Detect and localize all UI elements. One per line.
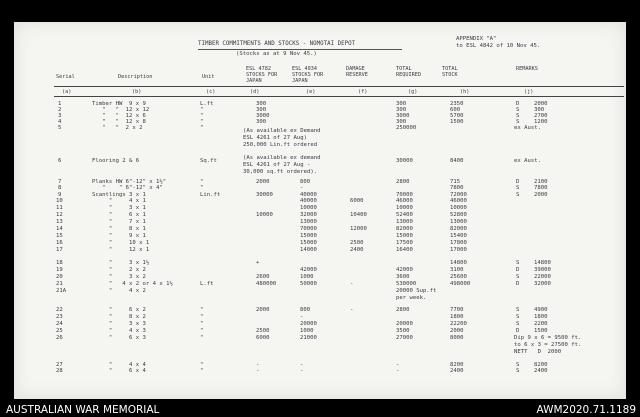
cell-unit: " (200, 179, 204, 185)
cell-description: " 10 x 1 (92, 240, 150, 246)
cell-remark-code: D (516, 281, 520, 287)
cell-total-required: - (396, 368, 400, 374)
cell-esl4782: 300 (256, 101, 267, 107)
cell-total-stock: 14800 (450, 260, 467, 266)
cell-total-stock: 13000 (450, 219, 467, 225)
cell-remark: 39000 (534, 267, 551, 273)
cell-total-stock: 46000 (450, 198, 467, 204)
appendix-label: APPENDIX "A" (456, 36, 497, 42)
cell-remark-code: D (516, 179, 520, 185)
cell-total-stock: 25600 (450, 274, 467, 280)
cell-total-required: 82000 (396, 226, 413, 232)
cell-total-stock: 7800 (450, 185, 464, 191)
col-stock-line1: TOTAL (442, 66, 458, 72)
cell-esl4934: 1000 (300, 274, 314, 280)
letter-rule (54, 96, 624, 97)
col-letter: (g) (408, 89, 418, 95)
cell-esl4782: 3000 (256, 113, 270, 119)
cell-esl4782: 30000 (256, 192, 273, 198)
cell-description: " 4 x 3 (92, 328, 146, 334)
cell-remark: 1200 (534, 119, 548, 125)
cell-total-stock: 10000 (450, 205, 467, 211)
col-letter: (c) (206, 89, 216, 95)
cell-total-required: - (396, 362, 400, 368)
col-letter: (j) (524, 89, 534, 95)
cell-description: Planks HW 6"-12" x 1½" (92, 179, 167, 185)
cell-description: " 4 x 1 (92, 198, 146, 204)
cell-esl4934: 42000 (300, 267, 317, 273)
cell-total-required: 15000 (396, 233, 413, 239)
cell-total-stock: 15400 (450, 233, 467, 239)
cell-total-stock: 17800 (450, 240, 467, 246)
cell-total-stock: 2350 (450, 101, 464, 107)
cell-esl4782: 6000 (256, 335, 270, 341)
cell-esl4934: 14000 (300, 247, 317, 253)
cell-esl4934: 32000 (300, 212, 317, 218)
cell-remark: 8200 (534, 362, 548, 368)
cell-esl4934: 20000 (300, 321, 317, 327)
col-letter: (f) (358, 89, 368, 95)
col-letter: (b) (132, 89, 142, 95)
col-esl4782-line2: STOCKS FOR (246, 72, 278, 78)
document-subtitle: (Stocks as at 9 Nov 45.) (236, 51, 317, 57)
cell-remark: Dip 9 x 6 = 9500 ft. (514, 335, 582, 341)
cell-serial: 18 (56, 260, 63, 266)
cell-remark-code: S (516, 107, 520, 113)
cell-remark: 2000 (534, 192, 548, 198)
cell-description: Timber HW 9 x 9 (92, 101, 146, 107)
cell-remark: NETT D 2000 (514, 349, 562, 355)
cell-remark-code: S (516, 119, 520, 125)
cell-description: " " 6"-12" x 4" (92, 185, 163, 191)
cell-esl4782: 300 (256, 119, 267, 125)
note-serial-6: (As available ex demand ESL 4261 of 27 Aug - 30,000 sq.ft ordered). (243, 155, 321, 175)
cell-serial: 8 (58, 185, 62, 191)
cell-serial: 9 (58, 192, 62, 198)
cell-remark-code: S (516, 314, 520, 320)
cell-esl4782: 2500 (256, 328, 270, 334)
cell-remark: 300 (534, 107, 545, 113)
cell-total-required: 3500 (396, 328, 410, 334)
cell-remark: 2100 (534, 179, 548, 185)
cell-esl4934: 1000 (300, 328, 314, 334)
cell-esl4782: - (256, 362, 260, 368)
cell-serial: 12 (56, 212, 63, 218)
cell-description: " 6 x 4 (92, 368, 146, 374)
col-damage-line2: RESERVE (346, 72, 368, 78)
cell-unit: " (200, 113, 204, 119)
cell-esl4782: 2600 (256, 274, 270, 280)
cell-total-required: per week. (396, 295, 427, 301)
cell-unit: L.ft (200, 101, 214, 107)
cell-unit: " (200, 328, 204, 334)
cell-esl4934: 15000 (300, 240, 317, 246)
col-letter: (d) (250, 89, 260, 95)
cell-esl4934: 40000 (300, 198, 317, 204)
cell-remark: 2200 (534, 321, 548, 327)
cell-remark-code: S (516, 274, 520, 280)
cell-total-stock: 8000 (450, 335, 464, 341)
col-esl4782-line3: JAPAN (246, 78, 262, 84)
col-required-line1: TOTAL (396, 66, 412, 72)
cell-remark-code: S (516, 260, 520, 266)
cell-remark: to 6 x 3 = 27500 ft. (514, 342, 582, 348)
cell-remark-code: S (516, 192, 520, 198)
cell-remark: ex Aust. (514, 125, 541, 131)
cell-esl4782: 480000 (256, 281, 277, 287)
cell-remark-code: S (516, 307, 520, 313)
cell-esl4934: 50000 (300, 281, 317, 287)
cell-description: " 4 x 4 (92, 362, 146, 368)
cell-serial: 6 (58, 158, 62, 164)
cell-description: " " 12 x 12 (92, 107, 150, 113)
cell-description: " 6 x 1 (92, 212, 146, 218)
cell-serial: 23 (56, 314, 63, 320)
cell-total-required: 300 (396, 107, 407, 113)
cell-remark-code: D (516, 328, 520, 334)
cell-description: " 7 x 1 (92, 219, 146, 225)
cell-serial: 21 (56, 281, 63, 287)
cell-unit: " (200, 119, 204, 125)
cell-unit: Sq.ft (200, 158, 217, 164)
cell-esl4934: - (300, 362, 304, 368)
col-esl4934-line1: ESL 4934 (292, 66, 317, 72)
cell-remark: 4900 (534, 307, 548, 313)
cell-esl4934: - (300, 185, 304, 191)
cell-remark-code: D (516, 267, 520, 273)
cell-serial: 5 (58, 125, 62, 131)
cell-total-required: 20000 Sup.ft (396, 288, 437, 294)
cell-total-stock: 1800 (450, 314, 464, 320)
cell-description: " 8 x 2 (92, 314, 146, 320)
cell-remark: 1800 (534, 314, 548, 320)
cell-esl4934: - (300, 314, 304, 320)
cell-esl4782: 2000 (256, 179, 270, 185)
cell-total-stock: 498000 (450, 281, 471, 287)
cell-total-required: 30000 (396, 158, 413, 164)
cell-remark: 22000 (534, 274, 551, 280)
cell-description: " 3 x 1 (92, 205, 146, 211)
title-underline (198, 49, 402, 50)
cell-total-required: 2800 (396, 179, 410, 185)
document-title: TIMBER COMMITMENTS AND STOCKS - NOMOTAI DEPOT (198, 41, 356, 47)
cell-remark-code: S (516, 113, 520, 119)
cell-unit: " (200, 107, 204, 113)
cell-remark-code: S (516, 321, 520, 327)
cell-remark: 1500 (534, 328, 548, 334)
cell-description: " 8 x 1 (92, 226, 146, 232)
cell-unit: L.ft (200, 281, 214, 287)
cell-remark: 14800 (534, 260, 551, 266)
document-page (14, 22, 626, 399)
cell-damage-reserve: 12000 (350, 226, 367, 232)
cell-remark: 2700 (534, 113, 548, 119)
cell-remark: 2000 (534, 101, 548, 107)
footer-institution: AUSTRALIAN WAR MEMORIAL (6, 404, 160, 416)
cell-total-stock: 2400 (450, 368, 464, 374)
cell-total-stock: 22200 (450, 321, 467, 327)
cell-damage-reserve: 2500 (350, 240, 364, 246)
cell-serial: 1 (58, 101, 62, 107)
cell-unit: Lin.ft (200, 192, 221, 198)
col-required-line2: REQUIRED (396, 72, 421, 78)
cell-unit: " (200, 368, 204, 374)
col-esl4934-line3: JAPAN (292, 78, 308, 84)
note-serial-5: (As available ex Demand ESL 4261 of 27 Aug) 250,000 Lin.ft ordered (243, 128, 321, 148)
cell-esl4934: 800 (300, 307, 311, 313)
cell-damage-reserve: - (350, 281, 354, 287)
cell-serial: 4 (58, 119, 62, 125)
cell-esl4782: 2000 (256, 307, 270, 313)
cell-serial: 16 (56, 240, 63, 246)
cell-total-required: 17500 (396, 240, 413, 246)
cell-total-stock: 7700 (450, 307, 464, 313)
cell-total-stock: 52800 (450, 212, 467, 218)
col-letter: (h) (460, 89, 470, 95)
cell-serial: 27 (56, 362, 63, 368)
cell-description: " " 12 x 8 (92, 119, 146, 125)
cell-esl4934: 70000 (300, 226, 317, 232)
header-rule (54, 86, 624, 87)
cell-total-stock: 715 (450, 179, 461, 185)
cell-unit: " (200, 314, 204, 320)
cell-total-stock: 72000 (450, 192, 467, 198)
cell-unit: " (200, 307, 204, 313)
cell-total-stock: 17000 (450, 247, 467, 253)
cell-unit: " (200, 335, 204, 341)
cell-total-stock: 3100 (450, 267, 464, 273)
cell-remark: 2400 (534, 368, 548, 374)
cell-description: " 3 x 3 (92, 321, 146, 327)
cell-esl4934: 21000 (300, 335, 317, 341)
cell-esl4934: 800 (300, 179, 311, 185)
cell-total-stock: 8200 (450, 362, 464, 368)
cell-total-required: 3600 (396, 274, 410, 280)
cell-total-required: 52400 (396, 212, 413, 218)
appendix-reference: to ESL 4842 of 10 Nov 45. (456, 43, 541, 49)
cell-description: Scantlings 3 x 1 (92, 192, 146, 198)
cell-total-required: 13000 (396, 219, 413, 225)
cell-serial: 11 (56, 205, 63, 211)
cell-total-stock: 5700 (450, 113, 464, 119)
cell-total-required: 42000 (396, 267, 413, 273)
cell-esl4782: 10000 (256, 212, 273, 218)
cell-description: " " 2 x 2 (92, 125, 143, 131)
cell-remark-code: S (516, 362, 520, 368)
archive-footer (0, 401, 640, 417)
cell-total-stock: 8400 (450, 158, 464, 164)
cell-total-required: 46000 (396, 198, 413, 204)
cell-description: " 4 x 2 (92, 288, 146, 294)
cell-serial: 13 (56, 219, 63, 225)
cell-description: " 12 x 1 (92, 247, 150, 253)
cell-serial: 19 (56, 267, 63, 273)
cell-description: " " 12 x 6 (92, 113, 146, 119)
cell-total-stock: 2000 (450, 328, 464, 334)
cell-total-required: 300 (396, 119, 407, 125)
cell-serial: 3 (58, 113, 62, 119)
col-unit: Unit (202, 74, 215, 80)
footer-accession-number: AWM2020.71.1189 (536, 404, 636, 416)
cell-description: " 2 x 2 (92, 267, 146, 273)
cell-serial: 2 (58, 107, 62, 113)
col-remarks: REMARKS (516, 66, 538, 72)
cell-total-stock: 1500 (450, 119, 464, 125)
col-damage-line1: DAMAGE (346, 66, 365, 72)
cell-esl4782: - (256, 368, 260, 374)
cell-esl4934: 13000 (300, 219, 317, 225)
cell-total-required: 10000 (396, 205, 413, 211)
cell-serial: 21A (56, 288, 67, 294)
cell-total-required: 3000 (396, 113, 410, 119)
cell-description: " 3 x 1½ (92, 260, 150, 266)
cell-total-stock: 600 (450, 107, 461, 113)
col-serial: Serial (56, 74, 75, 80)
cell-remark: 7800 (534, 185, 548, 191)
cell-total-required: 70000 (396, 192, 413, 198)
cell-total-required: 16400 (396, 247, 413, 253)
cell-remark-code: D (516, 101, 520, 107)
cell-esl4934: 10000 (300, 205, 317, 211)
cell-description: " 4 x 2 or 4 x 1½ (92, 281, 173, 287)
cell-remark-code: S (516, 368, 520, 374)
cell-total-required: 20000 (396, 321, 413, 327)
cell-damage-reserve: 6000 (350, 198, 364, 204)
cell-serial: 20 (56, 274, 63, 280)
cell-esl4934: - (300, 368, 304, 374)
cell-esl4782: + (256, 260, 260, 266)
cell-total-required: 530000 (396, 281, 417, 287)
cell-description: " 3 x 2 (92, 274, 146, 280)
col-stock-line2: STOCK (442, 72, 458, 78)
cell-unit: " (200, 362, 204, 368)
cell-total-required: 250000 (396, 125, 417, 131)
cell-unit: " (200, 321, 204, 327)
cell-description: Flooring 2 & 6 (92, 158, 140, 164)
cell-serial: 7 (58, 179, 62, 185)
cell-serial: 15 (56, 233, 63, 239)
cell-unit: " (200, 125, 204, 131)
col-description: Description (118, 74, 153, 80)
col-esl4934-line2: STOCKS FOR (292, 72, 324, 78)
cell-description: " 6 x 3 (92, 335, 146, 341)
col-letter: (a) (62, 89, 72, 95)
col-letter: (e) (306, 89, 316, 95)
cell-unit: " (200, 185, 204, 191)
cell-total-stock: 82000 (450, 226, 467, 232)
cell-serial: 10 (56, 198, 63, 204)
cell-esl4934: 40000 (300, 192, 317, 198)
cell-serial: 26 (56, 335, 63, 341)
cell-serial: 25 (56, 328, 63, 334)
cell-serial: 24 (56, 321, 63, 327)
cell-damage-reserve: 10400 (350, 212, 367, 218)
cell-total-required: 300 (396, 101, 407, 107)
cell-description: " 9 x 1 (92, 233, 146, 239)
cell-total-required: 2800 (396, 307, 410, 313)
cell-esl4934: 15000 (300, 233, 317, 239)
cell-remark: 32000 (534, 281, 551, 287)
cell-damage-reserve: - (350, 307, 354, 313)
cell-description: " 6 x 2 (92, 307, 146, 313)
cell-serial: 22 (56, 307, 63, 313)
col-esl4782-line1: ESL 4782 (246, 66, 271, 72)
cell-esl4782: 300 (256, 107, 267, 113)
cell-total-required: 27000 (396, 335, 413, 341)
cell-remark-code: S (516, 185, 520, 191)
cell-serial: 17 (56, 247, 63, 253)
cell-remark: ex Aust. (514, 158, 541, 164)
cell-serial: 14 (56, 226, 63, 232)
cell-serial: 28 (56, 368, 63, 374)
cell-damage-reserve: 2400 (350, 247, 364, 253)
